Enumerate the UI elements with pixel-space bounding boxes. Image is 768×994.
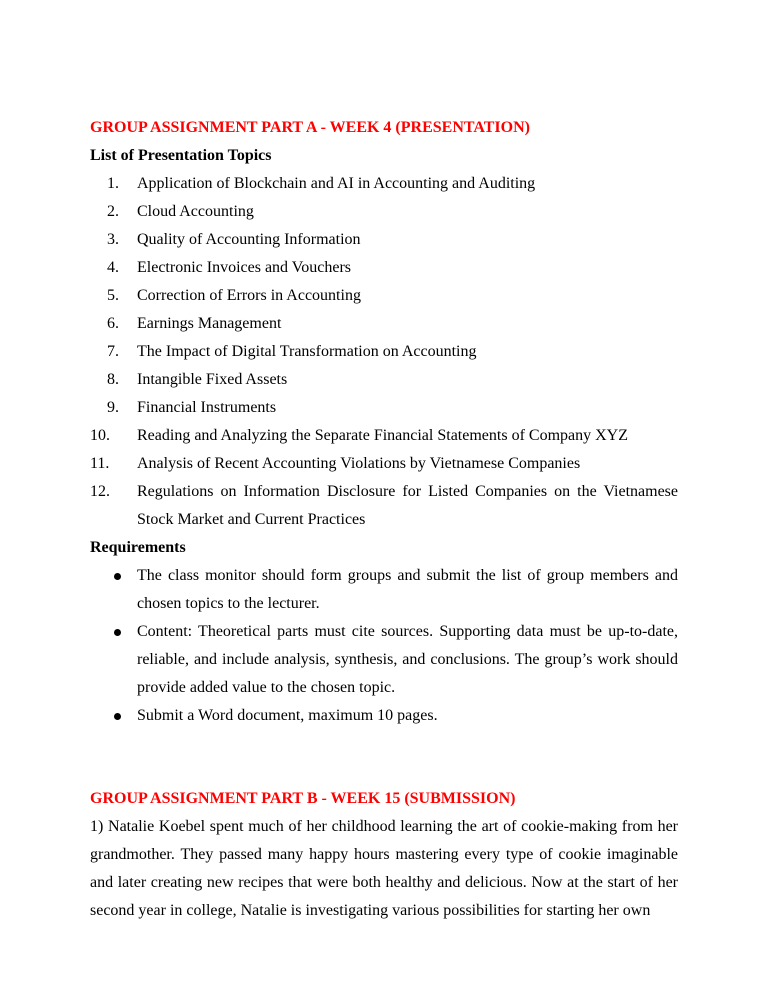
list-item [90, 282, 678, 310]
list-item [90, 478, 678, 534]
list-item-text: Quality of Accounting Information [137, 231, 361, 248]
list-number: 12. [90, 483, 110, 500]
bullet-icon [114, 629, 121, 636]
bullet-text: Submit a Word document, maximum 10 pages. [137, 707, 438, 724]
list-item [90, 338, 678, 366]
list-number: 1. [107, 175, 119, 192]
bullet-text: Content: Theoretical parts must cite sources. Supporting data must be up-to-date, reliable, and include analysis, synthesis, and conclusions. The group’s work should provide added value to the chosen topic. [137, 623, 678, 696]
list-item-text: Reading and Analyzing the Separate Financial Statements of Company XYZ [137, 427, 628, 444]
list-number: 6. [107, 315, 119, 332]
list-item-text: Earnings Management [137, 315, 282, 332]
bullet-text: The class monitor should form groups and submit the list of group members and chosen topics to the lecturer. [137, 567, 678, 612]
list-number: 2. [107, 203, 119, 220]
document-page [90, 114, 678, 925]
list-item-text: Correction of Errors in Accounting [137, 287, 361, 304]
list-item [90, 310, 678, 338]
spacer [90, 730, 678, 785]
topics-list [90, 170, 678, 534]
requirements-list [90, 562, 678, 730]
list-number: 5. [107, 287, 119, 304]
list-item [90, 226, 678, 254]
list-number: 10. [90, 427, 110, 444]
bullet-icon [114, 713, 121, 720]
list-item-text: Analysis of Recent Accounting Violations by Vietnamese Companies [137, 455, 581, 472]
topics-heading: List of Presentation Topics [90, 147, 272, 164]
list-number: 4. [107, 259, 119, 276]
list-item-text: Financial Instruments [137, 399, 277, 416]
bullet-item [90, 618, 678, 702]
list-item [90, 422, 678, 450]
list-number: 9. [107, 399, 119, 416]
list-item-text: Intangible Fixed Assets [137, 371, 288, 388]
list-item-text: Application of Blockchain and AI in Accounting and Auditing [137, 175, 536, 192]
list-item-text: Cloud Accounting [137, 203, 254, 220]
list-item-text: Electronic Invoices and Vouchers [137, 259, 352, 276]
bullet-item [90, 562, 678, 618]
list-number: 3. [107, 231, 119, 248]
list-item [90, 394, 678, 422]
list-item-text: Regulations on Information Disclosure for Listed Companies on the Vietnamese Stock Market and Current Practices [137, 483, 678, 528]
list-item-text: The Impact of Digital Transformation on Accounting [137, 343, 477, 360]
bullet-item [90, 702, 678, 730]
part-b-paragraph: 1) Natalie Koebel spent much of her childhood learning the art of cookie-making from her grandmother. They passed many happy hours mastering every type of cookie imaginable and later creating new recipes that were both healthy and delicious. Now at the start of her second year in college, Natalie is investigating various possibilities for starting her own [90, 818, 678, 919]
requirements-heading: Requirements [90, 539, 186, 556]
list-item [90, 170, 678, 198]
list-item [90, 198, 678, 226]
part-a-heading: GROUP ASSIGNMENT PART A - WEEK 4 (PRESENTATION) [90, 119, 530, 136]
bullet-icon [114, 573, 121, 580]
part-b-heading: GROUP ASSIGNMENT PART B - WEEK 15 (SUBMISSION) [90, 790, 516, 807]
list-item [90, 450, 678, 478]
list-number: 11. [90, 455, 110, 472]
list-number: 7. [107, 343, 119, 360]
list-item [90, 254, 678, 282]
list-number: 8. [107, 371, 119, 388]
list-item [90, 366, 678, 394]
